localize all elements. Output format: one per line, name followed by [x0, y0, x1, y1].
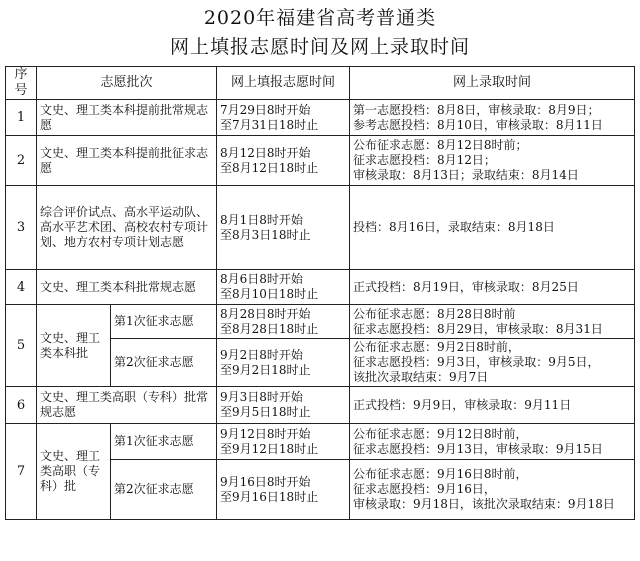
header-fill-time: 网上填报志愿时间: [217, 67, 350, 100]
row-fill-time: 8月28日8时开始 至8月28日18时止: [217, 305, 350, 339]
row-batch: 文史、理工类本科批常规志愿: [37, 270, 217, 305]
row-fill-time: 7月29日8时开始 至7月31日18时止: [217, 100, 350, 136]
row-batch: 文史、理工类本科批: [37, 305, 111, 387]
row-batch: 综合评价试点、高水平运动队、高水平艺术团、高校农村专项计划、地方农村专项计划志愿: [37, 186, 217, 270]
row-sub-batch: 第2次征求志愿: [111, 460, 217, 520]
table-row: [6, 100, 635, 136]
row-admit-time: 第一志愿投档：8月8日，审核录取：8月9日； 参考志愿投档：8月10日，审核录取：8月11日: [350, 100, 635, 136]
header-admit-time: 网上录取时间: [350, 67, 635, 100]
row-batch: 文史、理工类高职（专科）批: [37, 424, 111, 520]
schedule-table: [5, 66, 635, 520]
row-batch: 文史、理工类本科提前批征求志愿: [37, 136, 217, 186]
row-sub-batch: 第1次征求志愿: [111, 305, 217, 339]
row-seq: 2: [6, 136, 37, 186]
row-admit-time: 公布征求志愿：8月28日8时前 征求志愿投档：8月29日，审核录取：8月31日: [350, 305, 635, 339]
row-admit-time: 公布征求志愿：9月16日8时前， 征求志愿投档：9月16日， 审核录取：9月18日，该批次录取结束：9月18日: [350, 460, 635, 520]
table-header-row: [6, 67, 635, 100]
table-row: [6, 186, 635, 270]
row-fill-time: 9月12日8时开始 至9月12日18时止: [217, 424, 350, 460]
row-fill-time: 9月2日8时开始 至9月2日18时止: [217, 339, 350, 387]
table-row: [6, 270, 635, 305]
row-seq: 7: [6, 424, 37, 520]
row-fill-time: 8月12日8时开始 至8月12日18时止: [217, 136, 350, 186]
row-fill-time: 9月3日8时开始 至9月5日18时止: [217, 387, 350, 424]
row-admit-time: 公布征求志愿：9月2日8时前， 征求志愿投档：9月3日，审核录取：9月5日， 该批次录取结束：9月7日: [350, 339, 635, 387]
row-seq: 3: [6, 186, 37, 270]
row-seq: 5: [6, 305, 37, 387]
row-fill-time: 8月1日8时开始 至8月3日18时止: [217, 186, 350, 270]
row-batch: 文史、理工类高职（专科）批常规志愿: [37, 387, 217, 424]
row-seq: 4: [6, 270, 37, 305]
row-admit-time: 投档：8月16日，录取结束：8月18日: [350, 186, 635, 270]
row-admit-time: 正式投档：8月19日，审核录取：8月25日: [350, 270, 635, 305]
row-fill-time: 9月16日8时开始 至9月16日18时止: [217, 460, 350, 520]
table-row: [6, 424, 635, 460]
row-seq: 1: [6, 100, 37, 136]
row-admit-time: 公布征求志愿：8月12日8时前； 征求志愿投档：8月12日； 审核录取：8月13日；录取结束：8月14日: [350, 136, 635, 186]
header-batch: 志愿批次: [37, 67, 217, 100]
row-admit-time: 正式投档：9月9日，审核录取：9月11日: [350, 387, 635, 424]
table-row: [6, 136, 635, 186]
table-row: [6, 387, 635, 424]
row-sub-batch: 第2次征求志愿: [111, 339, 217, 387]
row-admit-time: 公布征求志愿：9月12日8时前， 征求志愿投档：9月13日，审核录取：9月15日: [350, 424, 635, 460]
header-seq: 序 号: [6, 67, 37, 100]
row-fill-time: 8月6日8时开始 至8月10日18时止: [217, 270, 350, 305]
document-title-line1: 2020年福建省高考普通类: [203, 7, 437, 29]
row-seq: 6: [6, 387, 37, 424]
row-sub-batch: 第1次征求志愿: [111, 424, 217, 460]
document-title-line2: 网上填报志愿时间及网上录取时间: [169, 36, 470, 58]
row-batch: 文史、理工类本科提前批常规志愿: [37, 100, 217, 136]
table-row: [6, 305, 635, 339]
